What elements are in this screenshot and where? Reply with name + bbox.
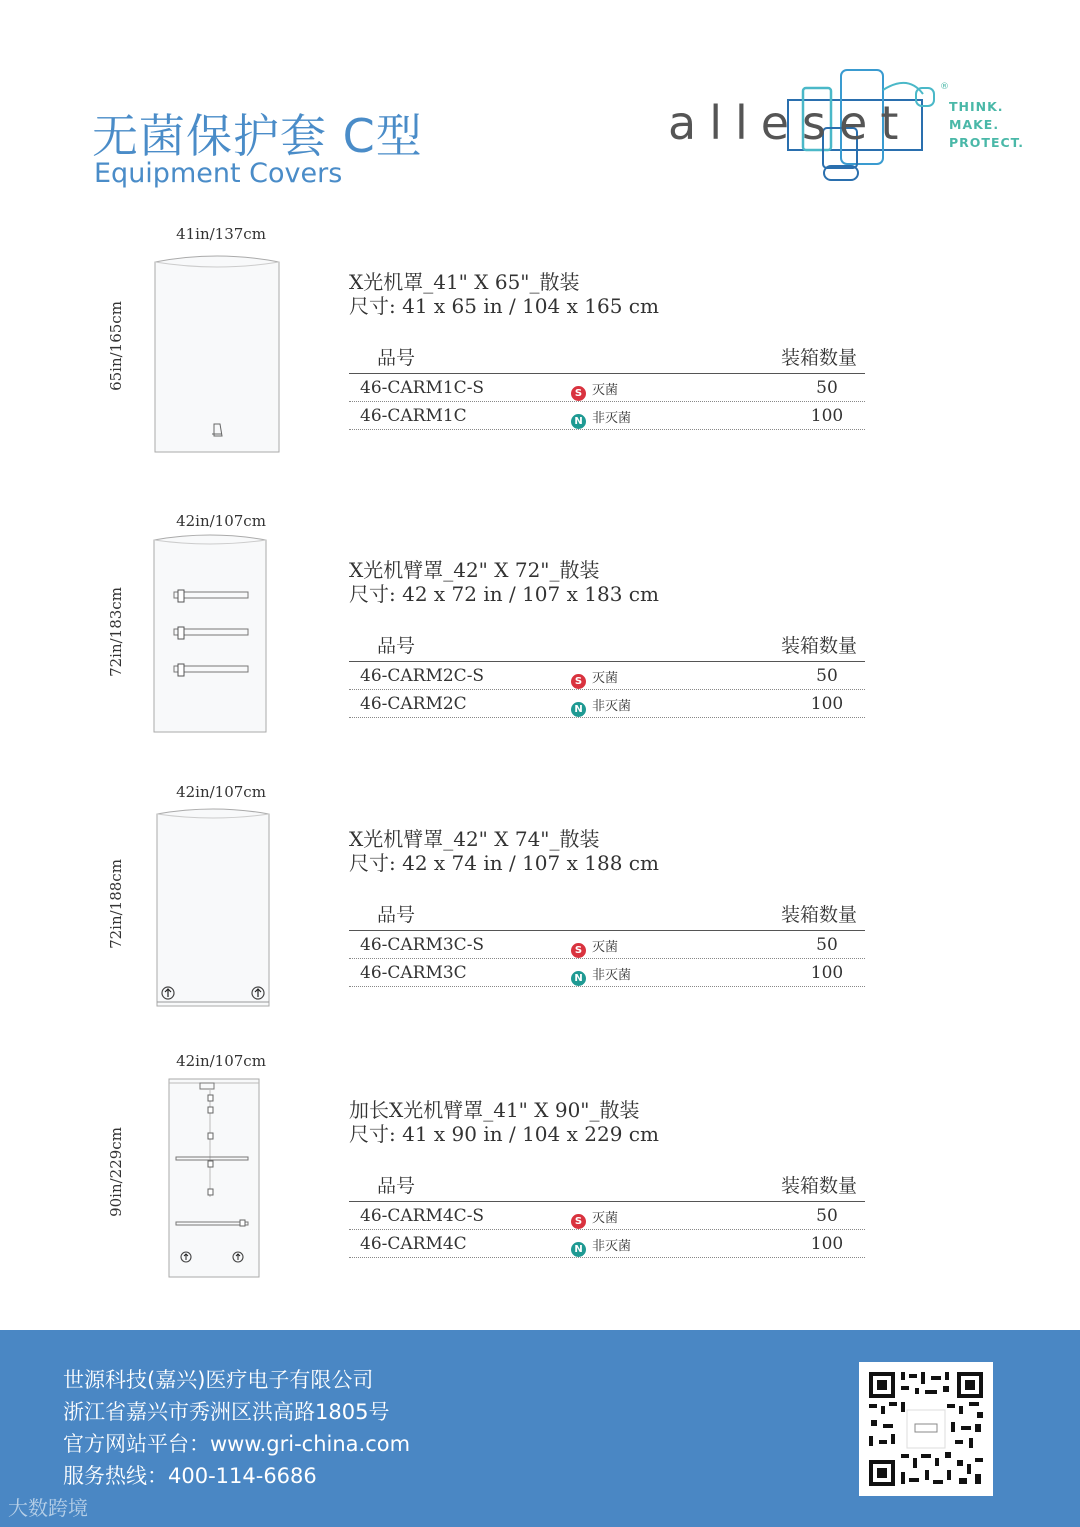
item-code: 46-CARM1C: [360, 406, 467, 426]
header-quantity: 装箱数量: [780, 904, 857, 926]
logo-wordmark: alleset: [668, 96, 912, 150]
sterility-label: 灭菌: [592, 940, 619, 955]
table-header: [349, 339, 865, 374]
quantity: 100: [810, 694, 844, 714]
product-size: 尺寸: 41 x 90 in / 104 x 229 cm: [349, 1122, 659, 1146]
drawing-height-label: 72in/183cm: [107, 587, 125, 677]
header-code: 品号: [377, 904, 416, 926]
product-name: X光机罩_41" X 65"_散装: [349, 270, 580, 294]
table-row: [349, 1202, 865, 1230]
product-name: X光机臂罩_42" X 74"_散装: [349, 827, 600, 851]
drawing-height-label: 90in/229cm: [107, 1127, 125, 1217]
cover-drawing: [152, 252, 282, 456]
sterility-cell: [571, 936, 618, 958]
registered-mark: ®: [940, 82, 949, 92]
non-sterile-badge-icon: N: [571, 702, 586, 717]
drawing-width-label: 42in/107cm: [176, 512, 266, 530]
drawing-width-label: 41in/137cm: [176, 225, 266, 243]
header-quantity: 装箱数量: [780, 347, 857, 369]
drawing-width-label: 42in/107cm: [176, 783, 266, 801]
header-quantity: 装箱数量: [780, 635, 857, 657]
spec-table: [349, 627, 865, 718]
item-code: 46-CARM2C-S: [360, 666, 485, 686]
drawing-height-label: 72in/188cm: [107, 859, 125, 949]
quantity: 50: [816, 666, 838, 686]
product-size: 尺寸: 42 x 74 in / 107 x 188 cm: [349, 851, 659, 875]
table-header: [349, 896, 865, 931]
watermark-text: 大数跨境: [8, 1496, 88, 1520]
item-code: 46-CARM1C-S: [360, 378, 485, 398]
sterility-label: 非灭菌: [592, 968, 632, 983]
header-quantity: 装箱数量: [780, 1175, 857, 1197]
logo-tagline: [949, 98, 1024, 152]
page-subtitle: Equipment Covers: [94, 158, 343, 189]
sterile-badge-icon: S: [571, 674, 586, 689]
sterility-cell: [571, 964, 631, 986]
sterility-cell: [571, 667, 618, 689]
item-code: 46-CARM4C: [360, 1234, 467, 1254]
quantity: 100: [810, 406, 844, 426]
header-code: 品号: [377, 635, 416, 657]
sterility-label: 非灭菌: [592, 1239, 632, 1254]
page-title: 无菌保护套 C型: [92, 109, 423, 163]
sterility-cell: [571, 1235, 631, 1257]
tagline-protect: PROTECT.: [949, 135, 1025, 150]
tagline-think: THINK.: [949, 99, 1004, 114]
sterility-label: 灭菌: [592, 671, 619, 686]
contact-info: [63, 1364, 410, 1492]
item-code: 46-CARM3C: [360, 963, 467, 983]
service-hotline: 服务热线：400-114-6686: [63, 1464, 317, 1488]
sterility-label: 非灭菌: [592, 411, 632, 426]
table-row: [349, 690, 865, 718]
alleset-logo: [668, 66, 1038, 186]
spec-table: [349, 339, 865, 430]
sterile-badge-icon: S: [571, 386, 586, 401]
sterility-cell: [571, 695, 631, 717]
cover-drawing: [155, 806, 273, 1012]
quantity: 100: [810, 1234, 844, 1254]
table-header: [349, 627, 865, 662]
header-code: 品号: [377, 347, 416, 369]
sterile-badge-icon: S: [571, 1214, 586, 1229]
table-header: [349, 1167, 865, 1202]
table-row: [349, 1230, 865, 1258]
cover-drawing: [152, 532, 270, 736]
product-size: 尺寸: 42 x 72 in / 107 x 183 cm: [349, 582, 659, 606]
quantity: 50: [816, 378, 838, 398]
quantity: 50: [816, 935, 838, 955]
item-code: 46-CARM3C-S: [360, 935, 485, 955]
website-link[interactable]: 官方网站平台：www.gri-china.com: [63, 1432, 411, 1456]
non-sterile-badge-icon: N: [571, 1242, 586, 1257]
spec-table: [349, 1167, 865, 1258]
product-size: 尺寸: 41 x 65 in / 104 x 165 cm: [349, 294, 659, 318]
table-row: [349, 662, 865, 690]
sterility-cell: [571, 379, 618, 401]
qr-code-icon: [859, 1362, 993, 1496]
table-row: [349, 931, 865, 959]
non-sterile-badge-icon: N: [571, 414, 586, 429]
drawing-height-label: 65in/165cm: [107, 301, 125, 391]
tagline-make: MAKE.: [949, 117, 1000, 132]
item-code: 46-CARM4C-S: [360, 1206, 485, 1226]
product-name: 加长X光机臂罩_41" X 90"_散装: [349, 1098, 640, 1122]
product-name: X光机臂罩_42" X 72"_散装: [349, 558, 600, 582]
item-code: 46-CARM2C: [360, 694, 467, 714]
header-code: 品号: [377, 1175, 416, 1197]
sterility-cell: [571, 1207, 618, 1229]
sterility-label: 灭菌: [592, 1211, 619, 1226]
sterility-cell: [571, 407, 631, 429]
table-row: [349, 959, 865, 987]
quantity: 100: [810, 963, 844, 983]
drawing-width-label: 42in/107cm: [176, 1052, 266, 1070]
cover-drawing: [166, 1077, 262, 1281]
sterility-label: 非灭菌: [592, 699, 632, 714]
quantity: 50: [816, 1206, 838, 1226]
sterility-label: 灭菌: [592, 383, 619, 398]
non-sterile-badge-icon: N: [571, 971, 586, 986]
company-address: 浙江省嘉兴市秀洲区洪高路1805号: [63, 1400, 390, 1424]
footer-bar: [0, 1330, 1080, 1527]
company-name: 世源科技(嘉兴)医疗电子有限公司: [63, 1368, 374, 1392]
table-row: [349, 374, 865, 402]
table-row: [349, 402, 865, 430]
sterile-badge-icon: S: [571, 943, 586, 958]
spec-table: [349, 896, 865, 987]
